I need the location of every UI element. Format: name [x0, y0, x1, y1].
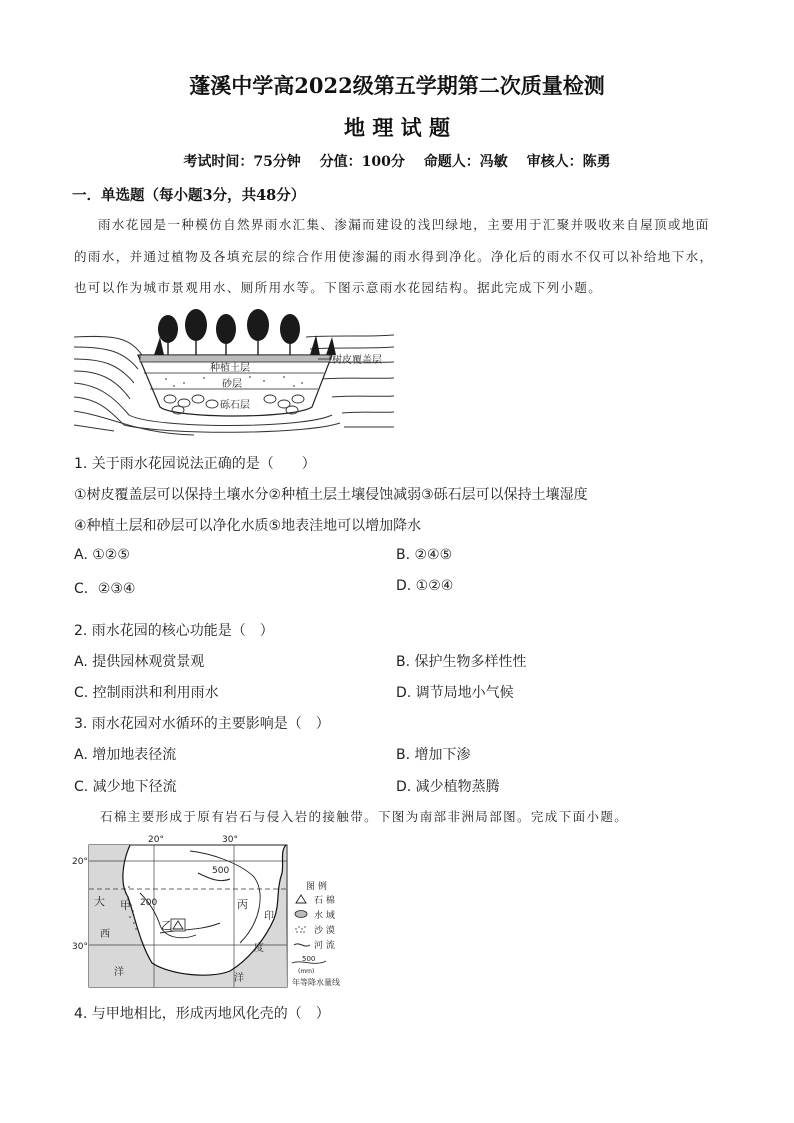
map-label-yang: 洋 [234, 973, 244, 984]
asbestos-legend-icon [296, 895, 306, 903]
question-1-option-b[interactable]: B. ②④⑤ [396, 547, 453, 563]
section-title: 一．单选题（每小题3分，共48分） [72, 187, 306, 204]
legend-isohyet-label: 年等降水量线 [292, 978, 340, 987]
exam-title: 蓬溪中学高2022级第五学期第二次质量检测 [189, 73, 605, 98]
river-legend-icon [294, 944, 310, 946]
lon-label: 20° [148, 835, 164, 845]
legend-isohyet-unit: (mm) [298, 968, 315, 975]
map-label-yin: 印 [264, 911, 274, 922]
question-1-option-a[interactable]: A. ①②⑤ [74, 547, 130, 563]
question-2-stem: 2. 雨水花园的核心功能是（ ） [74, 623, 274, 639]
question-4-stem: 4. 与甲地相比，形成丙地风化壳的（ ） [74, 1006, 330, 1022]
map-label-bing: 丙 [237, 898, 248, 911]
passage-line: 也可以作为城市景观用水、厕所用水等。下图示意雨水花园结构。据此完成下列小题。 [74, 280, 603, 295]
lat-label: 30° [72, 942, 88, 952]
question-3-option-c[interactable]: C. 减少地下径流 [74, 779, 177, 795]
map-label-yang: 洋 [114, 967, 124, 978]
legend-item: 河 流 [314, 941, 335, 951]
southern-africa-map [70, 833, 370, 993]
map-label-yi: 乙 [161, 919, 172, 932]
question-2-option-a[interactable]: A. 提供园林观赏景观 [74, 654, 205, 670]
legend-item: 水 域 [314, 911, 335, 921]
question-2-option-c[interactable]: C. 控制雨洪和利用雨水 [74, 685, 219, 701]
passage-2: 石棉主要形成于原有岩石与侵入岩的接触带。下图为南部非洲局部图。完成下面小题。 [100, 809, 629, 824]
question-3-option-a[interactable]: A. 增加地表径流 [74, 747, 177, 763]
map-label-jia: 甲 [120, 899, 131, 912]
question-2-option-d[interactable]: D. 调节局地小气候 [396, 685, 514, 701]
isohyet-label: 200 [140, 898, 158, 908]
isohyet-label: 500 [212, 866, 230, 876]
question-3-option-b[interactable]: B. 增加下渗 [396, 747, 471, 763]
sand-layer-label: 砂层 [222, 379, 242, 390]
map-label-du: 度 [254, 943, 264, 954]
legend-item: 沙 漠 [314, 926, 335, 936]
question-1-option-d[interactable]: D. ①②④ [396, 578, 454, 594]
question-2-option-b[interactable]: B. 保护生物多样性性 [396, 654, 527, 670]
question-3-stem: 3. 雨水花园对水循环的主要影响是（ ） [74, 716, 330, 732]
question-1-option-c[interactable]: C．②③④ [74, 581, 136, 597]
map-label-da: 大 [94, 895, 105, 908]
passage-line: 的雨水，并通过植物及各填充层的综合作用使渗漏的雨水得到净化。净化后的雨水不仅可以补给地下水， [74, 249, 714, 264]
lon-label: 30° [222, 835, 238, 845]
exam-meta-line: 考试时间：75分钟 分值：100分 命题人：冯敏 审核人：陈勇 [183, 154, 611, 170]
subject-title: 地 理 试 题 [344, 115, 450, 140]
legend-isohyet-value: 500 [302, 955, 316, 963]
question-1-statements: ④种植土层和砂层可以净化水质⑤地表洼地可以增加降水 [74, 518, 422, 534]
passage-line: 雨水花园是一种模仿自然界雨水汇集、渗漏而建设的浅凹绿地，主要用于汇聚并吸收来自屋顶或地面 [98, 217, 710, 232]
question-1-stem: 1. 关于雨水花园说法正确的是（ ） [74, 456, 316, 472]
desert-legend-icon [295, 926, 305, 932]
question-1-statements: ①树皮覆盖层可以保持土壤水分②种植土层土壤侵蚀减弱③砾石层可以保持土壤湿度 [74, 487, 588, 503]
lat-label: 20° [72, 857, 88, 867]
map-label-xi: 西 [100, 929, 110, 940]
question-3-option-d[interactable]: D. 减少植物蒸腾 [396, 779, 500, 795]
rain-garden-diagram [74, 307, 394, 437]
legend-title: 图 例 [306, 882, 327, 892]
water-legend-icon [295, 911, 307, 918]
bark-layer-label: 树皮覆盖层 [332, 355, 382, 366]
soil-layer-label: 种植土层 [210, 363, 250, 374]
gravel-layer-label: 砾石层 [220, 400, 250, 411]
legend-item: 石 棉 [314, 896, 335, 906]
